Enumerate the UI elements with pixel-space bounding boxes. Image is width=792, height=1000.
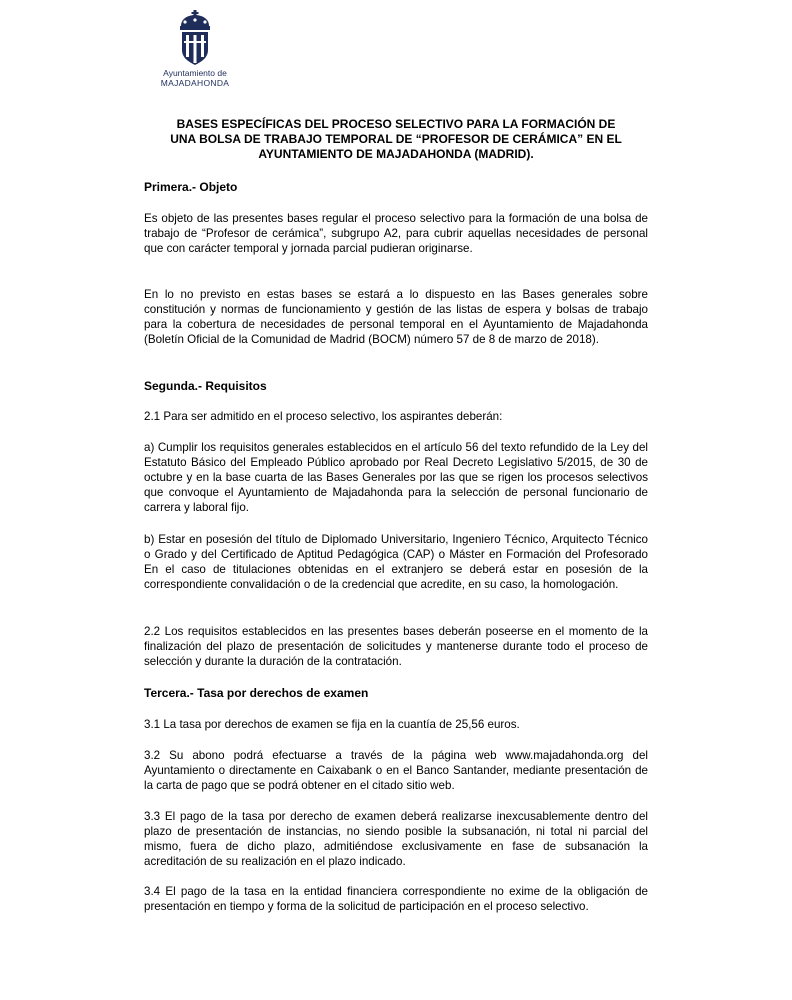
segunda-paragraph-2-1: 2.1 Para ser admitido en el proceso selectivo, los aspirantes deberán: (144, 410, 503, 423)
logo-text-line2: MAJADAHONDA (160, 78, 230, 88)
tercera-paragraph-3-1: 3.1 La tasa por derechos de examen se fija en la cuantía de 25,56 euros. (144, 718, 520, 731)
tercera-paragraph-3-3: 3.3 El pago de la tasa por derecho de examen deberá realizarse inexcusablemente dentro del plazo de presentación de instancias, no siendo posible la subsanación, ni total ni parcial del mismo, fuera de dicho plazo, admitiéndose exclusivamente en fase de subsanación la acreditación de su realización en el plazo indicado. (144, 810, 648, 869)
section-heading-primera: Primera.- Objeto (144, 180, 238, 194)
title-line-2: UNA BOLSA DE TRABAJO TEMPORAL DE “PROFESOR DE CERÁMICA” EN EL (170, 132, 622, 146)
primera-paragraph-1: Es objeto de las presentes bases regular el proceso selectivo para la formación de una bolsa de trabajo de “Profesor de cerámica”, subgrupo A2, para cubrir aquellas necesidades de personal que con carácter temporal y jornada parcial pudieran originarse. (144, 212, 648, 256)
segunda-paragraph-a: a) Cumplir los requisitos generales establecidos en el artículo 56 del texto refundido de la Ley del Estatuto Básico del Empleado Público aprobado por Real Decreto Legislativo 5/2015, de 30 de octubre y en la base cuarta de las Bases Generales por las que se rigen los procesos selectivos que convoque el Ayuntamiento de Majadahonda para la selección de personal funcionario de carrera y laboral fijo. (144, 441, 648, 515)
section-heading-segunda: Segunda.- Requisitos (144, 379, 267, 393)
tercera-paragraph-3-2: 3.2 Su abono podrá efectuarse a través de la página web www.majadahonda.org del Ayuntamiento o directamente en Caixabank o en el Banco Santander, mediante presentación de la carta de pago que se podrá obtener en el citado sitio web. (144, 749, 648, 793)
segunda-paragraph-b: b) Estar en posesión del título de Diplomado Universitario, Ingeniero Técnico, Arquitecto Técnico o Grado y del Certificado de Aptitud Pedagógica (CAP) o Máster en Formación del Profesorado En el caso de titulaciones obtenidas en el extranjero se deberá estar en posesión de la correspondiente convalidación o de la credencial que acredite, en su caso, la homologación. (144, 533, 648, 592)
segunda-paragraph-2-2: 2.2 Los requisitos establecidos en las presentes bases deberán poseerse en el momento de la finalización del plazo de presentación de solicitudes y mantenerse durante todo el proceso de selección y durante la duración de la contratación. (144, 625, 648, 669)
municipal-logo (150, 10, 240, 94)
primera-paragraph-2: En lo no previsto en estas bases se estará a lo dispuesto en las Bases generales sobre constitución y normas de funcionamiento y gestión de las listas de espera y bolsas de trabajo para la cobertura de necesidades de personal temporal en el Ayuntamiento de Majadahonda (Boletín Oficial de la Comunidad de Madrid (BOCM) número 57 de 8 de marzo de 2018). (144, 288, 648, 347)
title-line-1: BASES ESPECÍFICAS DEL PROCESO SELECTIVO PARA LA FORMACIÓN DE (176, 117, 616, 131)
title-line-3: AYUNTAMIENTO DE MAJADAHONDA (MADRID). (258, 147, 534, 161)
tercera-paragraph-3-4: 3.4 El pago de la tasa en la entidad financiera correspondiente no exime de la obligación de presentación en tiempo y forma de la solicitud de participación en el proceso selectivo. (144, 885, 648, 914)
crown-shield-icon (175, 10, 215, 66)
section-heading-tercera: Tercera.- Tasa por derechos de examen (144, 686, 369, 700)
document-title (144, 117, 648, 162)
logo-text-line1: Ayuntamiento de (163, 68, 227, 78)
